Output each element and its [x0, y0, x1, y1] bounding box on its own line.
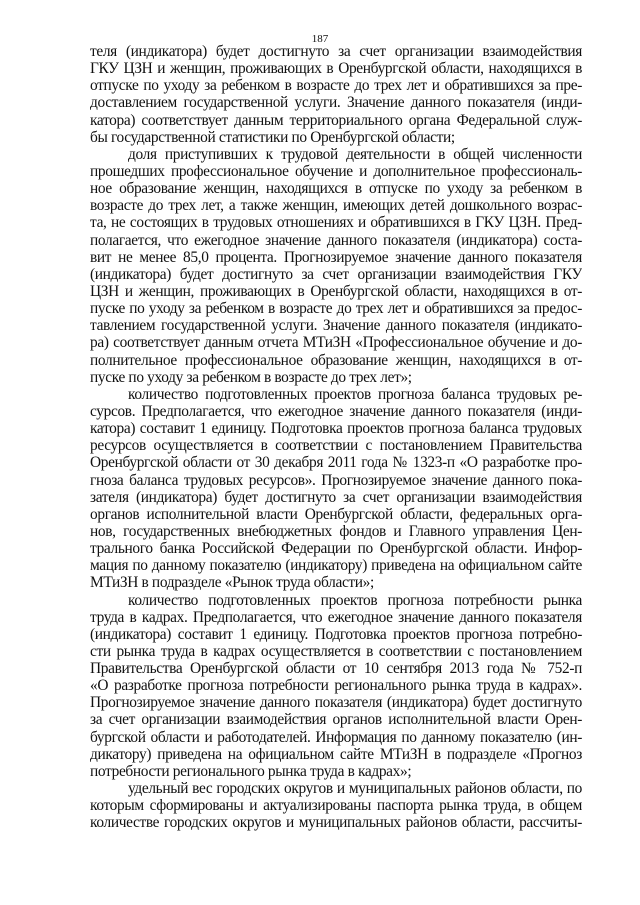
text-line: катора) составит 1 единицу. Подготовка проектов прогноза баланса трудовых [90, 420, 582, 438]
text-line: ное образование женщин, находящихся в отпуске по уходу за ребенком в [90, 180, 582, 198]
text-line: Правительства Оренбургской области от 10 сентября 2013 года № 752-п [90, 660, 582, 678]
text-line: органов исполнительной власти Оренбургской области, федеральных орга- [90, 505, 582, 523]
text-line: МТиЗН в подразделе «Рынок труда области»; [90, 574, 374, 592]
text-line: зателя (индикатора) будет достигнуто за счет организации взаимодействия [90, 488, 582, 506]
text-line: за счет организации взаимодействия органов исполнительной власти Орен- [90, 711, 582, 729]
text-line: Оренбургской области от 30 декабря 2011 года № 1323-п «О разработке про- [90, 454, 582, 472]
text-line: которым сформированы и актуализированы паспорта рынка труда, в общем [90, 797, 582, 815]
text-line: ЦЗН и женщин, проживающих в Оренбургской области, находящихся в от- [90, 282, 582, 300]
paragraph-indicator-gku-czn [90, 43, 582, 146]
text-line: отпуске по уходу за ребенком в возрасте до трех лет и обратившихся за пре- [90, 77, 582, 95]
text-line: количестве городских округов и муниципальных районов области, рассчиты- [90, 814, 582, 832]
paragraph-employment-share [90, 146, 582, 386]
text-line: бы государственной статистики по Оренбургской области; [90, 128, 455, 146]
text-line: полнительное профессиональное образование женщин, находящихся в от- [90, 351, 582, 369]
body-text [90, 43, 582, 831]
text-line: трального банка Российской Федерации по Оренбургской области. Инфор- [90, 540, 582, 558]
text-line: «О разработке прогноза потребности регионального рынка труда в кадрах». [90, 677, 582, 695]
text-line: тавлением государственной услуги. Значение данного показателя (индикато- [90, 317, 582, 335]
text-line: доставлением государственной услуги. Значение данного показателя (инди- [90, 94, 582, 112]
text-line: ра) соответствует данным отчета МТиЗН «Профессиональное обучение и до- [90, 334, 582, 352]
paragraph-labor-market-passports [90, 780, 582, 831]
text-line: ресурсов осуществляется в соответствии с постановлением Правительства [90, 437, 582, 455]
text-line: удельный вес городских округов и муниципальных районов области, по [128, 780, 582, 798]
text-line: нов, государственных внебюджетных фондов и Главного управления Цен- [90, 522, 582, 540]
text-line: сурсов. Предполагается, что ежегодное значение данного показателя (инди- [90, 402, 582, 420]
text-line: теля (индикатора) будет достигнуто за счет организации взаимодействия [90, 43, 582, 60]
text-line: полагается, что ежегодное значение данного показателя (индикатора) соста- [90, 231, 582, 249]
text-line: дикатору) приведена на официальном сайте МТиЗН в подразделе «Прогноз [90, 745, 582, 763]
page-number: 187 [311, 33, 329, 45]
text-line: возрасте до трех лет, а также женщин, имеющих детей дошкольного возрас- [90, 197, 582, 215]
text-line: (индикатора) будет достигнуто за счет организации взаимодействия ГКУ [90, 265, 582, 283]
paragraph-labor-balance-forecast [90, 386, 582, 592]
text-line: мация по данному показателю (индикатору) приведена на официальном сайте [90, 557, 582, 575]
text-line: Прогнозируемое значение данного показателя (индикатора) будет достигнуто [90, 694, 582, 712]
text-line: ГКУ ЦЗН и женщин, проживающих в Оренбургской области, находящихся в [90, 60, 582, 78]
text-line: труда в кадрах. Предполагается, что ежегодное значение данного показателя [90, 608, 582, 626]
text-line: вит не менее 85,0 процента. Прогнозируемое значение данного показателя [90, 248, 582, 266]
paragraph-labor-demand-forecast [90, 592, 582, 781]
text-line: потребности регионального рынка труда в кадрах»; [90, 762, 412, 780]
text-line: пуске по уходу за ребенком в возрасте до трех лет»; [90, 368, 412, 386]
text-line: гноза баланса трудовых ресурсов». Прогнозируемое значение данного пока- [90, 471, 582, 489]
text-line: количество подготовленных проектов прогноза баланса трудовых ре- [128, 385, 582, 403]
text-line: (индикатора) составит 1 единицу. Подготовка проектов прогноза потребно- [90, 625, 582, 643]
text-line: та, не состоящих в трудовых отношениях и обратившихся в ГКУ ЦЗН. Пред- [90, 214, 582, 232]
text-line: прошедших профессиональное обучение и дополнительное профессиональ- [90, 162, 582, 180]
text-line: количество подготовленных проектов прогноза потребности рынка [128, 591, 582, 609]
text-line: сти рынка труда в кадрах осуществляется в соответствии с постановлением [90, 642, 582, 660]
text-line: катора) соответствует данным территориального органа Федеральной служ- [90, 111, 582, 129]
text-line: пуске по уходу за ребенком в возрасте до трех лет и обратившихся за предос- [90, 300, 582, 318]
text-line: бургской области и работодателей. Информация по данному показателю (ин- [90, 728, 582, 746]
text-line: доля приступивших к трудовой деятельности в общей численности [128, 145, 582, 163]
